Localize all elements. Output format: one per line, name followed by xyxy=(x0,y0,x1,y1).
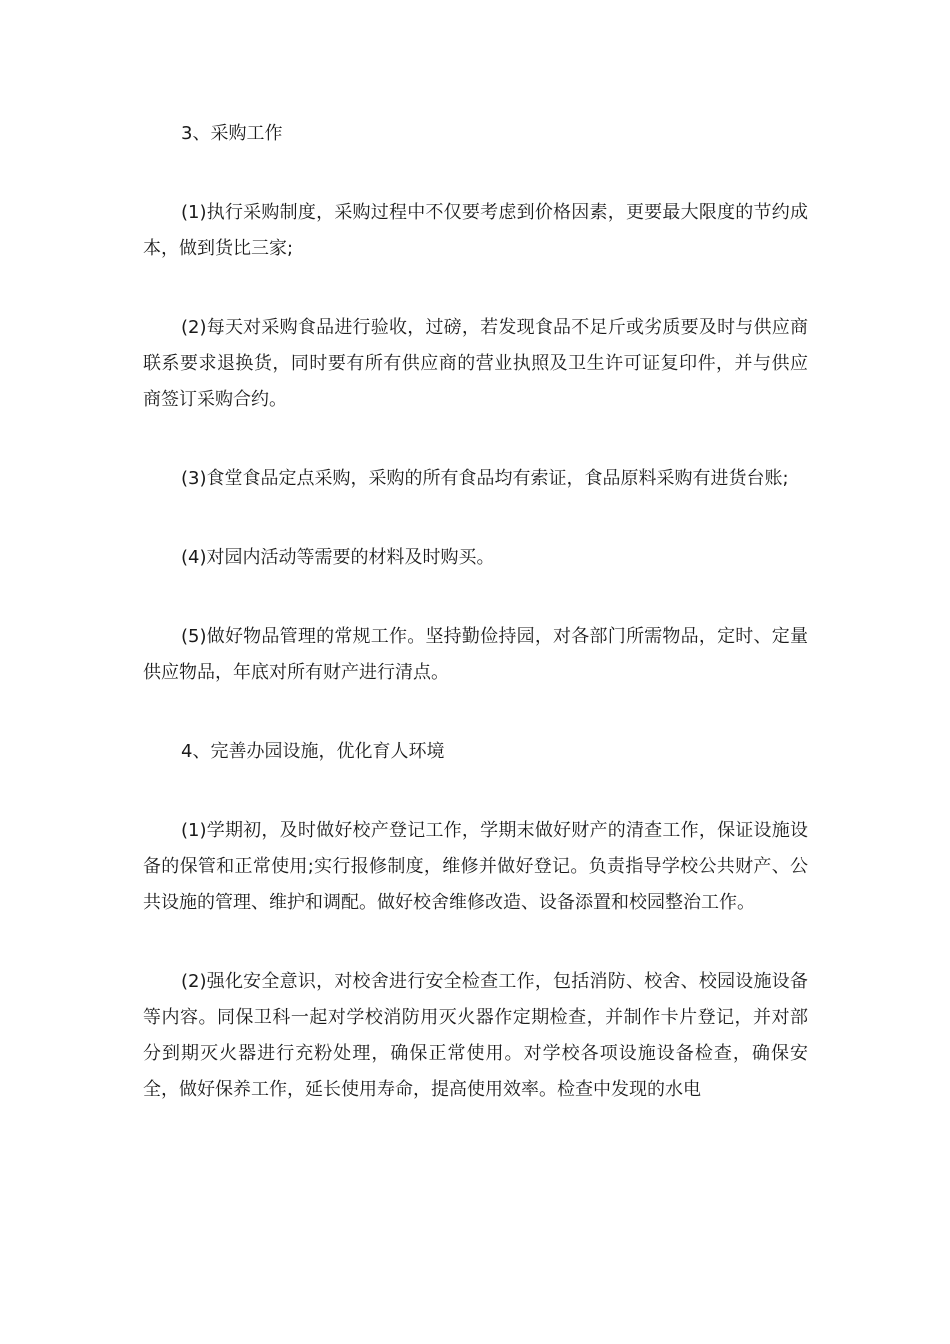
procurement-item-1: (1)执行采购制度，采购过程中不仅要考虑到价格因素，更要最大限度的节约成本，做到货比三家; xyxy=(143,202,808,259)
procurement-item-4: (4)对园内活动等需要的材料及时购买。 xyxy=(181,547,495,568)
document-body xyxy=(143,116,808,1151)
procurement-item-3: (3)食堂食品定点采购，采购的所有食品均有索证，食品原料采购有进货台账; xyxy=(181,468,789,489)
facilities-item-2: (2)强化安全意识，对校舍进行安全检查工作，包括消防、校舍、校园设施设备等内容。同保卫科一起对学校消防用灭火器作定期检查，并制作卡片登记，并对部分到期灭火器进行充粉处理，确保正常使用。对学校各项设施设备检查，确保安全，做好保养工作，延长使用寿命，提高使用效率。检查中发现的水电 xyxy=(143,971,808,1100)
procurement-item-5: (5)做好物品管理的常规工作。坚持勤俭持园，对各部门所需物品，定时、定量供应物品，年底对所有财产进行清点。 xyxy=(143,626,808,683)
facilities-item-1: (1)学期初，及时做好校产登记工作，学期末做好财产的清查工作，保证设施设备的保管和正常使用;实行报修制度，维修并做好登记。负责指导学校公共财产、公共设施的管理、维护和调配。做好校舍维修改造、设备添置和校园整治工作。 xyxy=(143,820,808,913)
procurement-item-2: (2)每天对采购食品进行验收，过磅，若发现食品不足斤或劣质要及时与供应商联系要求退换货，同时要有所有供应商的营业执照及卫生许可证复印件，并与供应商签订采购合约。 xyxy=(143,317,808,410)
section-heading-procurement: 3、采购工作 xyxy=(181,123,283,144)
section-heading-facilities: 4、完善办园设施，优化育人环境 xyxy=(181,741,445,762)
